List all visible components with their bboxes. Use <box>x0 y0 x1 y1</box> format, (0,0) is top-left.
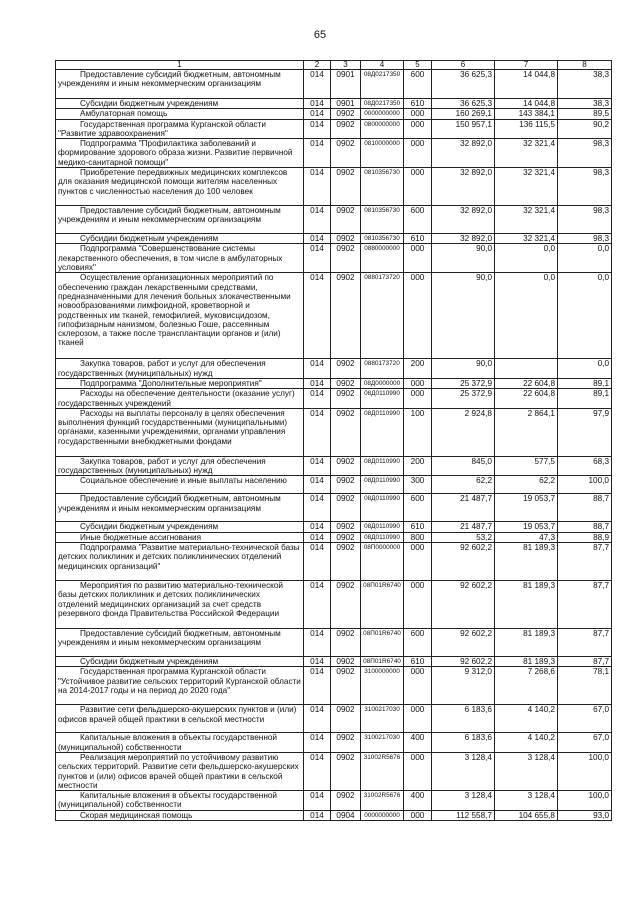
expense-type-code: 000 <box>404 705 432 733</box>
table-row <box>56 109 612 119</box>
execution-percent: 98,3 <box>558 168 612 206</box>
planned-amount: 3 128,4 <box>432 752 495 790</box>
expense-type-code: 400 <box>404 733 432 753</box>
executed-amount: 136 115,5 <box>495 119 558 139</box>
row-name: Государственная программа Курганской области "Развитие здравоохранения" <box>56 119 304 139</box>
admin-code: 014 <box>304 657 331 667</box>
table-row <box>56 99 612 109</box>
section-code: 0902 <box>331 206 361 234</box>
expense-type-code: 100 <box>404 408 432 456</box>
column-header: 8 <box>558 61 612 70</box>
row-name: Приобретение передвижных медицинских комплексов для оказания медицинской помощи жителям населенных пунктов с численностью населения до 100 человек <box>56 168 304 206</box>
execution-percent: 89,5 <box>558 109 612 119</box>
target-article-code: 3100217030 <box>361 733 404 753</box>
planned-amount: 92 602,2 <box>432 629 495 657</box>
table-row <box>56 657 612 667</box>
table-row <box>56 581 612 629</box>
section-code: 0902 <box>331 791 361 811</box>
execution-percent: 98,3 <box>558 139 612 168</box>
executed-amount: 32 321,4 <box>495 139 558 168</box>
admin-code: 014 <box>304 234 331 244</box>
expense-type-code: 600 <box>404 206 432 234</box>
column-header: 6 <box>432 61 495 70</box>
target-article-code: 0000000000 <box>361 810 404 820</box>
table-row <box>56 359 612 379</box>
planned-amount: 160 269,1 <box>432 109 495 119</box>
admin-code: 014 <box>304 244 331 273</box>
column-header: 3 <box>331 61 361 70</box>
target-article-code: 0810356730 <box>361 206 404 234</box>
expense-type-code: 000 <box>404 168 432 206</box>
column-header: 1 <box>56 61 304 70</box>
admin-code: 014 <box>304 581 331 629</box>
expense-type-code: 400 <box>404 791 432 811</box>
table-row <box>56 522 612 532</box>
row-name: Подпрограмма "Профилактика заболеваний и формирование здорового образа жизни. Развитие первичной медико-санитарной помощи" <box>56 139 304 168</box>
planned-amount: 112 558,7 <box>432 810 495 820</box>
execution-percent: 67,0 <box>558 705 612 733</box>
planned-amount: 3 128,4 <box>432 791 495 811</box>
target-article-code: 08П01R6740 <box>361 581 404 629</box>
planned-amount: 25 372,9 <box>432 389 495 409</box>
expense-type-code: 000 <box>404 543 432 581</box>
table-row <box>56 791 612 811</box>
admin-code: 014 <box>304 629 331 657</box>
column-header: 5 <box>404 61 432 70</box>
target-article-code: 0880173720 <box>361 273 404 359</box>
table-row <box>56 476 612 494</box>
table-row <box>56 273 612 359</box>
planned-amount: 90,0 <box>432 244 495 273</box>
target-article-code: 08Д0110990 <box>361 532 404 542</box>
expense-type-code: 000 <box>404 244 432 273</box>
execution-percent: 93,0 <box>558 810 612 820</box>
admin-code: 014 <box>304 667 331 705</box>
execution-percent: 0,0 <box>558 244 612 273</box>
executed-amount: 19 053,7 <box>495 522 558 532</box>
executed-amount: 7 268,6 <box>495 667 558 705</box>
expense-type-code: 000 <box>404 389 432 409</box>
section-code: 0902 <box>331 389 361 409</box>
executed-amount: 22 604,8 <box>495 378 558 388</box>
section-code: 0902 <box>331 378 361 388</box>
expense-type-code: 000 <box>404 667 432 705</box>
target-article-code: 0000000000 <box>361 109 404 119</box>
executed-amount: 0,0 <box>495 273 558 359</box>
row-name: Подпрограмма "Совершенствование системы лекарственного обеспечения, в том числе в амбулаторных условиях" <box>56 244 304 273</box>
expense-type-code: 600 <box>404 70 432 99</box>
admin-code: 014 <box>304 705 331 733</box>
executed-amount: 81 189,3 <box>495 657 558 667</box>
row-name: Реализация мероприятий по устойчивому развитию сельских территорий. Развитие сети фельдшерско-акушерских пунктов и (или) офисов врачей общей практики в сельской местности <box>56 752 304 790</box>
execution-percent: 100,0 <box>558 791 612 811</box>
admin-code: 014 <box>304 389 331 409</box>
row-name: Субсидии бюджетным учреждениям <box>56 99 304 109</box>
execution-percent: 38,3 <box>558 99 612 109</box>
planned-amount: 150 957,1 <box>432 119 495 139</box>
target-article-code: 08Д0110990 <box>361 408 404 456</box>
section-code: 0902 <box>331 752 361 790</box>
section-code: 0902 <box>331 168 361 206</box>
row-name: Закупка товаров, работ и услуг для обеспечения государственных (муниципальных) нужд <box>56 359 304 379</box>
executed-amount: 32 321,4 <box>495 168 558 206</box>
section-code: 0902 <box>331 244 361 273</box>
section-code: 0901 <box>331 99 361 109</box>
executed-amount: 19 053,7 <box>495 494 558 522</box>
executed-amount: 81 189,3 <box>495 629 558 657</box>
admin-code: 014 <box>304 168 331 206</box>
expense-type-code: 000 <box>404 752 432 790</box>
planned-amount: 53,2 <box>432 532 495 542</box>
section-code: 0902 <box>331 139 361 168</box>
executed-amount: 81 189,3 <box>495 581 558 629</box>
execution-percent: 88,7 <box>558 494 612 522</box>
execution-percent: 98,3 <box>558 206 612 234</box>
admin-code: 014 <box>304 543 331 581</box>
target-article-code: 08П01R6740 <box>361 657 404 667</box>
execution-percent: 67,0 <box>558 733 612 753</box>
execution-percent: 100,0 <box>558 752 612 790</box>
expense-type-code: 300 <box>404 476 432 494</box>
expense-type-code: 000 <box>404 378 432 388</box>
planned-amount: 36 625,3 <box>432 99 495 109</box>
section-code: 0902 <box>331 494 361 522</box>
expense-type-code: 610 <box>404 657 432 667</box>
planned-amount: 32 892,0 <box>432 139 495 168</box>
executed-amount: 4 140,2 <box>495 705 558 733</box>
executed-amount: 14 044,8 <box>495 99 558 109</box>
table-row <box>56 389 612 409</box>
table-row <box>56 629 612 657</box>
admin-code: 014 <box>304 476 331 494</box>
table-row <box>56 532 612 542</box>
row-name: Капитальные вложения в объекты государственной (муниципальной) собственности <box>56 791 304 811</box>
section-code: 0902 <box>331 532 361 542</box>
target-article-code: 08Д0110990 <box>361 456 404 476</box>
section-code: 0902 <box>331 657 361 667</box>
admin-code: 014 <box>304 109 331 119</box>
section-code: 0902 <box>331 119 361 139</box>
section-code: 0902 <box>331 629 361 657</box>
table-row <box>56 752 612 790</box>
row-name: Развитие сети фельдшерско-акушерских пунктов и (или) офисов врачей общей практики в сельской местности <box>56 705 304 733</box>
admin-code: 014 <box>304 810 331 820</box>
expense-type-code: 800 <box>404 532 432 542</box>
section-code: 0902 <box>331 109 361 119</box>
row-name: Расходы на выплаты персоналу в целях обеспечения выполнения функций государственными (муниципальными) органами, казенными учреждениями, органами управления государственными внебюджетными фондами <box>56 408 304 456</box>
row-name: Капитальные вложения в объекты государственной (муниципальной) собственности <box>56 733 304 753</box>
target-article-code: 08П01R6740 <box>361 629 404 657</box>
admin-code: 014 <box>304 733 331 753</box>
row-name: Мероприятия по развитию материально-технической базы детских поликлиник и детских поликлинических отделений медицинских организаций за счет средств резервного фонда Правительства Российской Федерации <box>56 581 304 629</box>
executed-amount: 62,2 <box>495 476 558 494</box>
expense-type-code: 000 <box>404 273 432 359</box>
target-article-code: 0810356730 <box>361 234 404 244</box>
expense-type-code: 600 <box>404 629 432 657</box>
execution-percent: 89,1 <box>558 389 612 409</box>
table-row <box>56 667 612 705</box>
execution-percent: 87,7 <box>558 581 612 629</box>
planned-amount: 92 602,2 <box>432 657 495 667</box>
table-row <box>56 378 612 388</box>
expense-type-code: 000 <box>404 139 432 168</box>
executed-amount: 32 321,4 <box>495 234 558 244</box>
planned-amount: 21 487,7 <box>432 522 495 532</box>
execution-percent: 89,1 <box>558 378 612 388</box>
section-code: 0902 <box>331 456 361 476</box>
executed-amount: 3 128,4 <box>495 752 558 790</box>
row-name: Амбулаторная помощь <box>56 109 304 119</box>
target-article-code: 08Д0110990 <box>361 522 404 532</box>
expense-type-code: 000 <box>404 109 432 119</box>
section-code: 0902 <box>331 522 361 532</box>
section-code: 0902 <box>331 359 361 379</box>
row-name: Предоставление субсидий бюджетным, автономным учреждениям и иным некоммерческим организациям <box>56 206 304 234</box>
target-article-code: 08Д0110990 <box>361 389 404 409</box>
execution-percent: 87,7 <box>558 629 612 657</box>
column-header: 7 <box>495 61 558 70</box>
table-row <box>56 206 612 234</box>
admin-code: 014 <box>304 359 331 379</box>
target-article-code: 0880173720 <box>361 359 404 379</box>
execution-percent: 98,3 <box>558 234 612 244</box>
table-row <box>56 705 612 733</box>
table-row <box>56 456 612 476</box>
section-code: 0902 <box>331 234 361 244</box>
planned-amount: 92 602,2 <box>432 543 495 581</box>
table-row <box>56 810 612 820</box>
row-name: Государственная программа Курганской области "Устойчивое развитие сельских территорий Курганской области на 2014-2017 годы и на период до 2020 года" <box>56 667 304 705</box>
row-name: Предоставление субсидий бюджетным, автономным учреждениям и иным некоммерческим организациям <box>56 70 304 99</box>
admin-code: 014 <box>304 494 331 522</box>
expense-type-code: 000 <box>404 581 432 629</box>
target-article-code: 31002R5676 <box>361 791 404 811</box>
table-row <box>56 494 612 522</box>
expense-type-code: 200 <box>404 359 432 379</box>
executed-amount: 104 655,8 <box>495 810 558 820</box>
executed-amount: 22 604,8 <box>495 389 558 409</box>
execution-percent: 0,0 <box>558 359 612 379</box>
execution-percent: 97,9 <box>558 408 612 456</box>
planned-amount: 6 183,6 <box>432 705 495 733</box>
row-name: Предоставление субсидий бюджетным, автономным учреждениям и иным некоммерческим организациям <box>56 494 304 522</box>
target-article-code: 08Д0110990 <box>361 476 404 494</box>
table-row <box>56 168 612 206</box>
target-article-code: 08Д0217350 <box>361 99 404 109</box>
section-code: 0902 <box>331 733 361 753</box>
admin-code: 014 <box>304 273 331 359</box>
execution-percent: 78,1 <box>558 667 612 705</box>
section-code: 0901 <box>331 70 361 99</box>
execution-percent: 88,9 <box>558 532 612 542</box>
target-article-code: 08П0000000 <box>361 543 404 581</box>
planned-amount: 90,0 <box>432 273 495 359</box>
planned-amount: 2 924,8 <box>432 408 495 456</box>
admin-code: 014 <box>304 532 331 542</box>
target-article-code: 31002R5676 <box>361 752 404 790</box>
planned-amount: 21 487,7 <box>432 494 495 522</box>
executed-amount <box>495 359 558 379</box>
expense-type-code: 000 <box>404 810 432 820</box>
row-name: Социальное обеспечение и иные выплаты населению <box>56 476 304 494</box>
executed-amount: 3 128,4 <box>495 791 558 811</box>
execution-percent: 87,7 <box>558 657 612 667</box>
admin-code: 014 <box>304 522 331 532</box>
execution-percent: 68,3 <box>558 456 612 476</box>
executed-amount: 0,0 <box>495 244 558 273</box>
admin-code: 014 <box>304 408 331 456</box>
expense-type-code: 200 <box>404 456 432 476</box>
planned-amount: 90,0 <box>432 359 495 379</box>
table-row <box>56 234 612 244</box>
target-article-code: 08Д0110990 <box>361 494 404 522</box>
row-name: Субсидии бюджетным учреждениям <box>56 657 304 667</box>
row-name: Скорая медицинская помощь <box>56 810 304 820</box>
expense-type-code: 600 <box>404 494 432 522</box>
planned-amount: 6 183,6 <box>432 733 495 753</box>
admin-code: 014 <box>304 378 331 388</box>
admin-code: 014 <box>304 752 331 790</box>
planned-amount: 32 892,0 <box>432 234 495 244</box>
table-row <box>56 70 612 99</box>
row-name: Субсидии бюджетным учреждениям <box>56 522 304 532</box>
row-name: Закупка товаров, работ и услуг для обеспечения государственных (муниципальных) нужд <box>56 456 304 476</box>
admin-code: 014 <box>304 206 331 234</box>
admin-code: 014 <box>304 99 331 109</box>
table-header-row <box>56 61 612 70</box>
section-code: 0902 <box>331 408 361 456</box>
expense-type-code: 000 <box>404 119 432 139</box>
target-article-code: 3100217030 <box>361 705 404 733</box>
target-article-code: 08Д0000000 <box>361 378 404 388</box>
executed-amount: 47,3 <box>495 532 558 542</box>
row-name: Подпрограмма "Дополнительные мероприятия" <box>56 378 304 388</box>
admin-code: 014 <box>304 456 331 476</box>
row-name: Иные бюджетные ассигнования <box>56 532 304 542</box>
table-row <box>56 408 612 456</box>
target-article-code: 0810356730 <box>361 168 404 206</box>
admin-code: 014 <box>304 791 331 811</box>
table-row <box>56 139 612 168</box>
target-article-code: 0810000000 <box>361 139 404 168</box>
admin-code: 014 <box>304 70 331 99</box>
section-code: 0902 <box>331 667 361 705</box>
planned-amount: 32 892,0 <box>432 168 495 206</box>
executed-amount: 14 044,8 <box>495 70 558 99</box>
section-code: 0902 <box>331 581 361 629</box>
row-name: Подпрограмма "Развитие материально-технической базы детских поликлиник и детских поликлинических отделений медицинских организаций" <box>56 543 304 581</box>
section-code: 0904 <box>331 810 361 820</box>
execution-percent: 0,0 <box>558 273 612 359</box>
column-header: 2 <box>304 61 331 70</box>
admin-code: 014 <box>304 119 331 139</box>
table-row <box>56 543 612 581</box>
executed-amount: 577,5 <box>495 456 558 476</box>
planned-amount: 92 602,2 <box>432 581 495 629</box>
table-body <box>56 61 612 821</box>
planned-amount: 25 372,9 <box>432 378 495 388</box>
table-row <box>56 244 612 273</box>
executed-amount: 4 140,2 <box>495 733 558 753</box>
executed-amount: 32 321,4 <box>495 206 558 234</box>
target-article-code: 0800000000 <box>361 119 404 139</box>
table-row <box>56 119 612 139</box>
execution-percent: 100,0 <box>558 476 612 494</box>
executed-amount: 81 189,3 <box>495 543 558 581</box>
planned-amount: 32 892,0 <box>432 206 495 234</box>
planned-amount: 62,2 <box>432 476 495 494</box>
row-name: Осуществление организационных мероприятий по обеспечению граждан лекарственными средствами, предназначенными для лечения больных злокачественными новообразованиями лимфоидной, кроветворной и родственных им тканей, гемофилией, муковисцидозом, гипофизарным нанизмом, болезнью Гоше, рассеянным склерозом, а также после трансплантации органов и (или) тканей <box>56 273 304 359</box>
executed-amount: 2 864,1 <box>495 408 558 456</box>
table-row <box>56 733 612 753</box>
planned-amount: 36 625,3 <box>432 70 495 99</box>
row-name: Предоставление субсидий бюджетным, автономным учреждениям и иным некоммерческим организациям <box>56 629 304 657</box>
section-code: 0902 <box>331 543 361 581</box>
section-code: 0902 <box>331 705 361 733</box>
executed-amount: 143 384,1 <box>495 109 558 119</box>
execution-percent: 90,2 <box>558 119 612 139</box>
execution-percent: 38,3 <box>558 70 612 99</box>
section-code: 0902 <box>331 476 361 494</box>
column-header: 4 <box>361 61 404 70</box>
page-number: 65 <box>313 29 327 41</box>
expense-type-code: 610 <box>404 522 432 532</box>
expense-type-code: 610 <box>404 99 432 109</box>
planned-amount: 845,0 <box>432 456 495 476</box>
row-name: Субсидии бюджетным учреждениям <box>56 234 304 244</box>
budget-table <box>55 60 612 821</box>
planned-amount: 9 312,0 <box>432 667 495 705</box>
row-name: Расходы на обеспечение деятельности (оказание услуг) государственных учреждений <box>56 389 304 409</box>
target-article-code: 08Д0217350 <box>361 70 404 99</box>
execution-percent: 87,7 <box>558 543 612 581</box>
target-article-code: 0880000000 <box>361 244 404 273</box>
target-article-code: 3100000000 <box>361 667 404 705</box>
admin-code: 014 <box>304 139 331 168</box>
section-code: 0902 <box>331 273 361 359</box>
expense-type-code: 610 <box>404 234 432 244</box>
execution-percent: 88,7 <box>558 522 612 532</box>
